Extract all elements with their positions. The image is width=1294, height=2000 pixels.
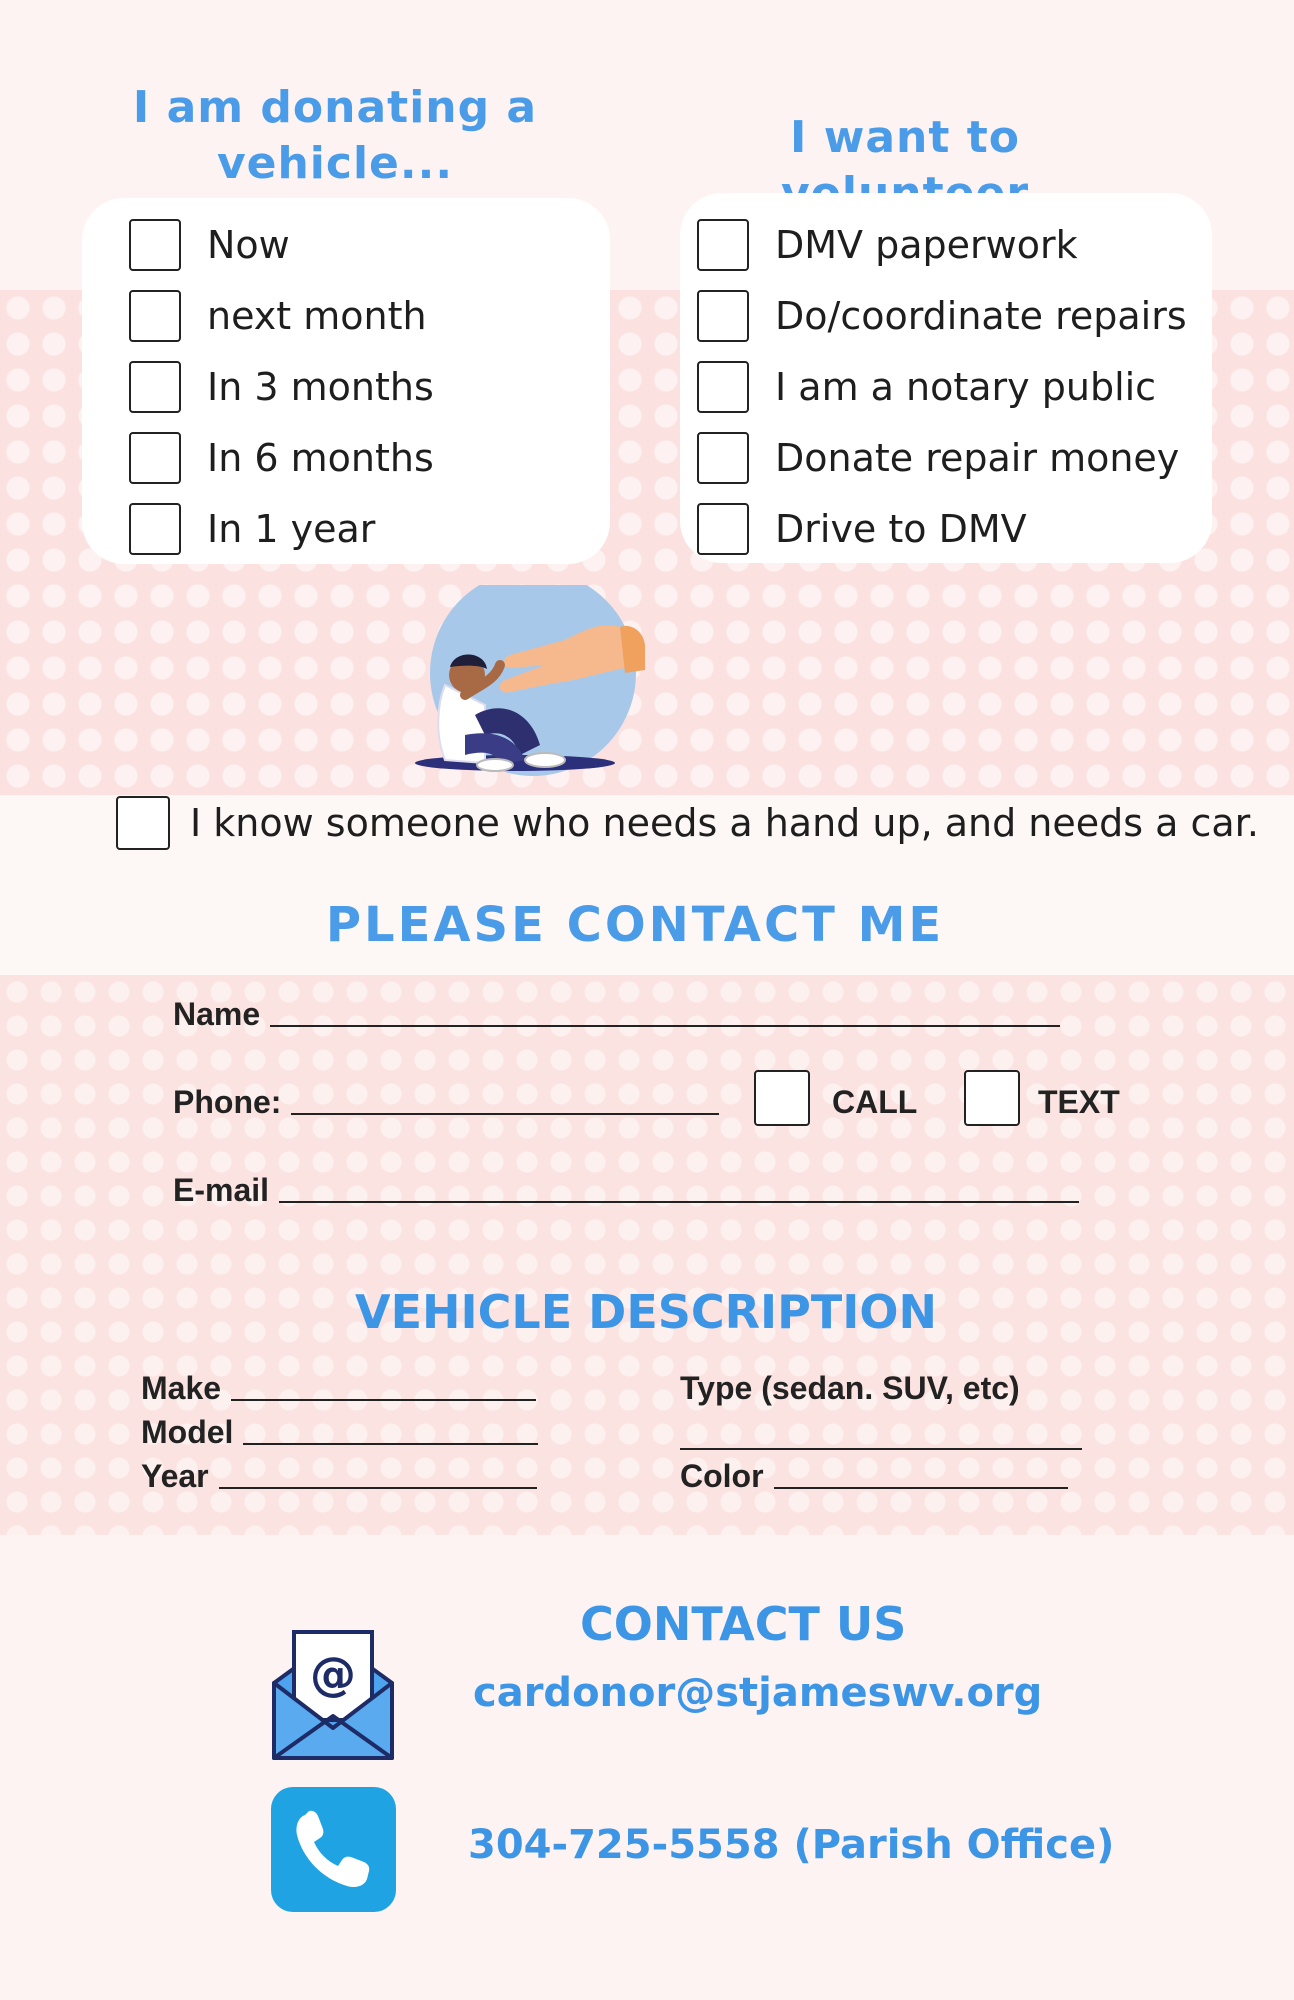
name-label: Name [173, 996, 261, 1032]
phone-line[interactable] [291, 1113, 719, 1115]
phone-handset-glyph [271, 1787, 396, 1912]
volunteer-option[interactable] [697, 219, 1078, 271]
option-label: Now [207, 223, 290, 267]
type-line[interactable] [680, 1448, 1082, 1450]
option-label: In 6 months [207, 436, 434, 480]
year-label: Year [141, 1458, 209, 1494]
make-line[interactable] [231, 1399, 536, 1401]
svg-text:@: @ [310, 1647, 356, 1701]
checkbox[interactable] [129, 290, 181, 342]
donating-title-line2: vehicle... [216, 138, 454, 189]
type-field [680, 1370, 1020, 1407]
contact-email[interactable]: cardonor@stjameswv.org [473, 1670, 1043, 1716]
checkbox[interactable] [129, 432, 181, 484]
donating-option[interactable] [129, 290, 427, 342]
year-line[interactable] [219, 1487, 537, 1489]
make-label: Make [141, 1370, 222, 1406]
option-label: In 1 year [207, 507, 376, 551]
checkbox[interactable] [129, 219, 181, 271]
donating-option[interactable] [129, 503, 375, 555]
checkbox[interactable] [697, 361, 749, 413]
call-label: CALL [832, 1084, 918, 1120]
volunteer-title: I want to [790, 112, 1020, 163]
option-label: Donate repair money [775, 436, 1180, 480]
contact-me-title: PLEASE CONTACT ME [325, 897, 945, 953]
donating-title-line1: I am donating a [132, 82, 538, 133]
donating-option[interactable] [129, 361, 434, 413]
text-label: TEXT [1038, 1084, 1120, 1120]
model-label: Model [141, 1414, 234, 1450]
text-checkbox[interactable] [964, 1070, 1020, 1126]
volunteer-option[interactable] [697, 503, 1027, 555]
volunteer-option[interactable] [697, 432, 1179, 484]
color-line[interactable] [774, 1487, 1068, 1489]
pattern-band-middle [0, 975, 1294, 1535]
email-line[interactable] [279, 1201, 1079, 1203]
vehicle-title: VEHICLE DESCRIPTION [355, 1285, 937, 1339]
phone-field[interactable] [173, 1084, 719, 1121]
referral-option[interactable] [116, 796, 1259, 850]
checkbox[interactable] [697, 432, 749, 484]
donating-option[interactable] [129, 219, 290, 271]
checkbox[interactable] [697, 219, 749, 271]
call-checkbox[interactable] [754, 1070, 810, 1126]
model-field[interactable] [141, 1414, 538, 1451]
envelope-at-icon [270, 1628, 396, 1762]
option-label: Do/coordinate repairs [775, 294, 1187, 338]
name-field[interactable] [173, 996, 1060, 1033]
contact-phone[interactable]: 304-725-5558 (Parish Office) [468, 1822, 1115, 1868]
phone-label: Phone: [173, 1084, 282, 1120]
checkbox[interactable] [697, 503, 749, 555]
type-label: Type (sedan. SUV, etc) [680, 1370, 1020, 1406]
color-label: Color [680, 1458, 764, 1494]
option-label: DMV paperwork [775, 223, 1078, 267]
helping-hand-illustration [405, 585, 645, 780]
option-label: Drive to DMV [775, 507, 1027, 551]
donating-option[interactable] [129, 432, 434, 484]
email-label: E-mail [173, 1172, 270, 1208]
checkbox[interactable] [116, 796, 170, 850]
volunteer-option[interactable] [697, 361, 1156, 413]
checkbox[interactable] [697, 290, 749, 342]
make-field[interactable] [141, 1370, 536, 1407]
option-label: I am a notary public [775, 365, 1157, 409]
year-field[interactable] [141, 1458, 537, 1495]
phone-icon [271, 1787, 396, 1912]
contact-us-title: CONTACT US [580, 1597, 907, 1651]
color-field[interactable] [680, 1458, 1068, 1495]
donating-title [120, 80, 550, 192]
model-line[interactable] [243, 1443, 538, 1445]
option-label: In 3 months [207, 365, 434, 409]
checkbox[interactable] [129, 361, 181, 413]
referral-label: I know someone who needs a hand up, and needs a car. [190, 801, 1259, 845]
volunteer-option[interactable] [697, 290, 1187, 342]
checkbox[interactable] [129, 503, 181, 555]
email-field[interactable] [173, 1172, 1079, 1209]
name-line[interactable] [270, 1025, 1060, 1027]
option-label: next month [207, 294, 427, 338]
